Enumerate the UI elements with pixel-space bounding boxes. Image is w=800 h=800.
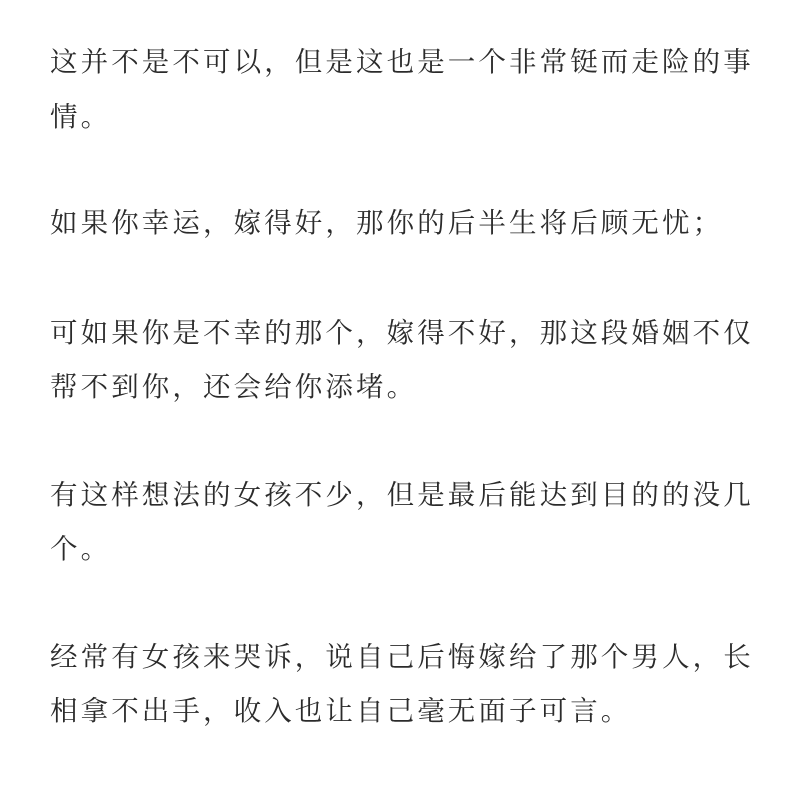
paragraph-3-line-1: 可如果你是不幸的那个，嫁得不好，那这段婚姻不仅 xyxy=(50,317,754,349)
paragraph-3-line-2: 帮不到你，还会给你添堵。 xyxy=(50,371,418,403)
paragraph-1-line-1: 这并不是不可以，但是这也是一个非常铤而走险的事 xyxy=(50,46,754,78)
paragraph-5-line-2: 相拿不出手，收入也让自己毫无面子可言。 xyxy=(50,695,632,727)
paragraph-1-line-2: 情。 xyxy=(50,101,112,133)
paragraph-2-line-1: 如果你幸运，嫁得好，那你的后半生将后顾无忧； xyxy=(50,207,724,239)
paragraph-5-line-1: 经常有女孩来哭诉，说自己后悔嫁给了那个男人，长 xyxy=(50,641,754,673)
paragraph-4-line-2: 个。 xyxy=(50,533,112,565)
paragraph-4-line-1: 有这样想法的女孩不少，但是最后能达到目的的没几 xyxy=(50,479,754,511)
